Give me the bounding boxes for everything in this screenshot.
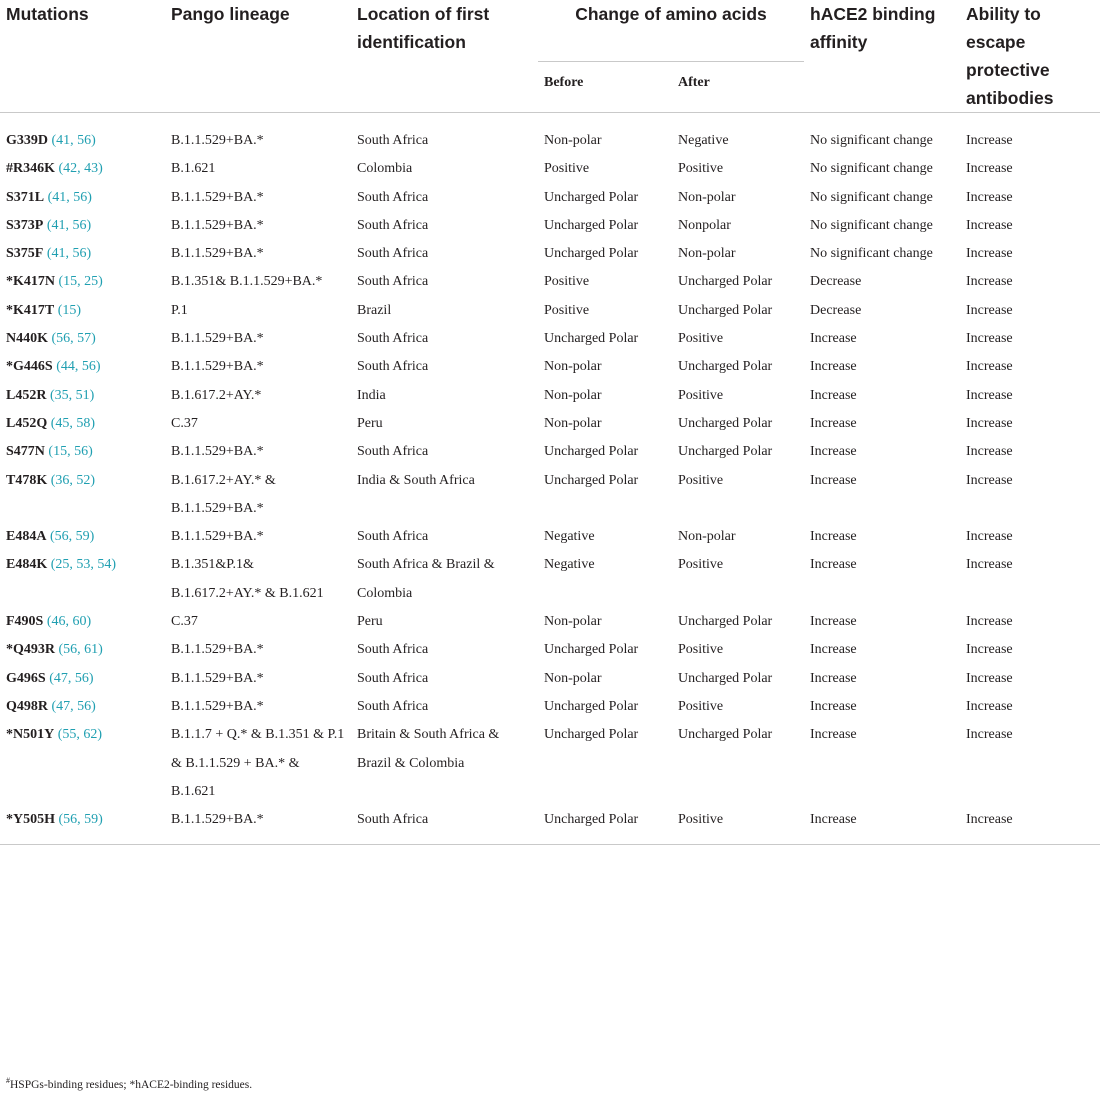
reference-link[interactable]: (42, 43) — [55, 161, 103, 177]
cell-mutation — [0, 721, 165, 806]
cell-hace2-affinity: Decrease — [810, 274, 862, 290]
cell-location: Britain & South Africa & Brazil & Colombia — [357, 727, 500, 771]
cell-location: South Africa — [357, 444, 429, 460]
cell-hace2-affinity: Increase — [810, 670, 857, 686]
table-row — [0, 551, 1100, 608]
cell-escape: Increase — [966, 557, 1013, 573]
cell-after: Non-polar — [678, 529, 736, 545]
cell-before: Positive — [544, 274, 590, 290]
reference-link[interactable]: (15) — [54, 302, 82, 318]
reference-link[interactable]: (41, 56) — [43, 246, 92, 262]
table-row — [0, 297, 1100, 325]
cell-before: Negative — [544, 557, 595, 573]
cell-pango-lineage: B.1.1.529+BA.* — [171, 189, 264, 205]
cell-after: Uncharged Polar — [678, 614, 773, 630]
cell-before: Uncharged Polar — [544, 727, 639, 743]
cell-after: Uncharged Polar — [678, 727, 773, 743]
cell-pango-lineage: B.1.1.529+BA.* — [171, 642, 264, 658]
cell-escape: Increase — [966, 387, 1013, 403]
cell-escape: Increase — [966, 614, 1013, 630]
cell-escape: Increase — [966, 472, 1013, 488]
cell-before: Non-polar — [544, 670, 602, 686]
cell-hace2-affinity: Increase — [810, 614, 857, 630]
header-hace2-binding-affinity: hACE2 binding affinity — [804, 0, 960, 113]
cell-after: Uncharged Polar — [678, 670, 773, 686]
cell-escape: Increase — [966, 642, 1013, 658]
cell-before: Uncharged Polar — [538, 806, 672, 845]
cell-mutation — [0, 467, 165, 524]
cell-pango-lineage: B.1.1.529+BA.* — [171, 670, 264, 686]
cell-hace2-affinity: Decrease — [810, 302, 862, 318]
cell-pango-lineage: B.1.1.529+BA.* — [171, 444, 264, 460]
table-row — [0, 240, 1100, 268]
mutation-name: *N501Y — [6, 727, 55, 743]
cell-after: Uncharged Polar — [678, 302, 773, 318]
mutation-name: S477N — [6, 444, 45, 460]
cell-after: Uncharged Polar — [678, 359, 773, 375]
cell-hace2-affinity: Increase — [810, 557, 857, 573]
cell-escape: Increase — [966, 698, 1013, 714]
cell-location: South Africa — [357, 133, 429, 148]
mutation-name: Q498R — [6, 698, 48, 714]
cell-mutation — [0, 636, 165, 664]
cell-mutation — [0, 523, 165, 551]
mutation-name: E484K — [6, 557, 48, 573]
cell-after: Nonpolar — [678, 217, 731, 233]
cell-hace2-affinity: Increase — [810, 727, 857, 743]
cell-pango-lineage: B.1.617.2+AY.* & B.1.1.529+BA.* — [171, 472, 276, 516]
reference-link[interactable]: (55, 62) — [54, 727, 103, 743]
table-row — [0, 608, 1100, 636]
cell-location: Colombia — [357, 161, 413, 177]
cell-location: South Africa — [357, 274, 429, 290]
cell-after: Positive — [678, 557, 724, 573]
cell-hace2-affinity: Increase — [810, 415, 857, 431]
mutation-name: S373P — [6, 217, 44, 233]
cell-mutation — [0, 551, 165, 608]
cell-before: Uncharged Polar — [544, 642, 639, 658]
cell-escape: Increase — [966, 444, 1013, 460]
cell-location: South Africa — [357, 698, 429, 714]
mutation-name: T478K — [6, 472, 48, 488]
cell-escape: Increase — [966, 670, 1013, 686]
cell-before: Uncharged Polar — [544, 331, 639, 347]
header-pango-lineage: Pango lineage — [165, 0, 351, 113]
cell-pango-lineage: B.1.1.529+BA.* — [171, 331, 264, 347]
header-escape-antibodies: Ability to escape protective antibodies — [960, 0, 1100, 113]
cell-escape: Increase — [966, 331, 1013, 347]
cell-hace2-affinity: Increase — [810, 529, 857, 545]
cell-mutation — [0, 325, 165, 353]
cell-mutation — [0, 268, 165, 296]
cell-pango-lineage: P.1 — [171, 302, 188, 318]
mutation-name: *K417T — [6, 302, 55, 318]
mutation-name: G496S — [6, 670, 46, 686]
mutation-name: *G446S — [6, 359, 53, 375]
cell-after: Positive — [678, 472, 724, 488]
cell-pango-lineage: B.1.1.529+BA.* — [171, 359, 264, 375]
reference-link[interactable]: (15, 56) — [44, 444, 93, 460]
mutation-name: E484A — [6, 529, 47, 545]
cell-escape: Increase — [966, 415, 1013, 431]
reference-link[interactable]: (56, 59) — [46, 529, 95, 545]
cell-after: Positive — [678, 698, 724, 714]
table-row — [0, 268, 1100, 296]
reference-link[interactable]: (45, 58) — [47, 415, 96, 431]
cell-after: Non-polar — [678, 246, 736, 262]
cell-hace2-affinity: Increase — [810, 387, 857, 403]
cell-location: Brazil — [357, 302, 392, 318]
cell-escape: Increase — [966, 161, 1013, 177]
cell-mutation — [0, 113, 165, 156]
cell-escape: Increase — [966, 727, 1013, 743]
cell-pango-lineage: B.1.1.529+BA.* — [171, 217, 264, 233]
reference-link[interactable]: (47, 56) — [48, 698, 96, 714]
header-change-of-amino-acids: Change of amino acids — [538, 0, 804, 62]
reference-link[interactable]: (46, 60) — [43, 614, 92, 630]
table-row — [0, 325, 1100, 353]
cell-escape: Increase — [960, 806, 1100, 845]
cell-before: Uncharged Polar — [544, 189, 639, 205]
cell-before: Positive — [544, 302, 590, 318]
cell-pango-lineage: B.1.1.529+BA.* — [171, 246, 264, 262]
cell-mutation — [0, 665, 165, 693]
cell-before: Uncharged Polar — [544, 217, 639, 233]
cell-before: Non-polar — [544, 387, 602, 403]
cell-before: Uncharged Polar — [544, 698, 639, 714]
cell-after: Positive — [678, 161, 724, 177]
cell-hace2-affinity: No significant change — [810, 246, 933, 262]
cell-escape: Increase — [966, 302, 1013, 318]
reference-link[interactable]: (56, 61) — [55, 642, 103, 658]
header-after: After — [672, 62, 804, 113]
cell-hace2-affinity: Increase — [810, 359, 857, 375]
cell-before: Uncharged Polar — [544, 246, 639, 262]
table-row — [0, 636, 1100, 664]
mutation-name: *Y505H — [6, 812, 55, 828]
table-row — [0, 806, 1100, 845]
cell-pango-lineage: B.1.1.529+BA.* — [171, 133, 264, 148]
mutation-name: #R346K — [6, 161, 55, 177]
header-location: Location of first identification — [351, 0, 538, 113]
mutation-name: L452R — [6, 387, 47, 403]
cell-location: South Africa — [357, 670, 429, 686]
cell-after: Negative — [678, 133, 729, 148]
cell-mutation — [0, 240, 165, 268]
cell-mutation — [0, 297, 165, 325]
mutation-name: N440K — [6, 331, 48, 347]
cell-escape: Increase — [966, 529, 1013, 545]
cell-mutation — [0, 438, 165, 466]
cell-mutation — [0, 184, 165, 212]
cell-mutation — [0, 212, 165, 240]
cell-location: Peru — [357, 415, 383, 431]
cell-mutation — [0, 353, 165, 381]
cell-location: South Africa — [357, 331, 429, 347]
reference-link[interactable]: (41, 56) — [43, 217, 92, 233]
table-row — [0, 523, 1100, 551]
cell-pango-lineage: B.1.1.529+BA.* — [171, 529, 264, 545]
cell-mutation — [0, 155, 165, 183]
mutation-name: *Q493R — [6, 642, 55, 658]
cell-before: Uncharged Polar — [544, 472, 639, 488]
cell-mutation — [0, 608, 165, 636]
table-row — [0, 693, 1100, 721]
cell-escape: Increase — [966, 133, 1013, 148]
mutation-name: S371L — [6, 189, 45, 205]
cell-pango-lineage: C.37 — [171, 415, 198, 431]
cell-escape: Increase — [966, 359, 1013, 375]
table-row — [0, 382, 1100, 410]
cell-pango-lineage: B.1.1.7 + Q.* & B.1.351 & P.1 & B.1.1.529 + BA.* & B.1.621 — [171, 727, 345, 799]
cell-escape: Increase — [966, 189, 1013, 205]
cell-hace2-affinity: No significant change — [810, 133, 933, 148]
reference-link[interactable]: (36, 52) — [47, 472, 96, 488]
cell-after: Uncharged Polar — [678, 444, 773, 460]
table-row — [0, 410, 1100, 438]
cell-mutation — [0, 693, 165, 721]
mutation-name: G339D — [6, 133, 48, 148]
cell-location: South Africa — [357, 359, 429, 375]
table-row — [0, 113, 1100, 156]
cell-after: Positive — [678, 642, 724, 658]
table-row — [0, 721, 1100, 806]
header-before: Before — [538, 62, 672, 113]
reference-link[interactable]: (56, 59) — [55, 812, 103, 828]
cell-hace2-affinity: Increase — [810, 698, 857, 714]
cell-hace2-affinity: Increase — [810, 331, 857, 347]
cell-location: South Africa — [357, 189, 429, 205]
reference-link[interactable]: (56, 57) — [48, 331, 96, 347]
cell-escape: Increase — [966, 274, 1013, 290]
table-row — [0, 665, 1100, 693]
cell-escape: Increase — [966, 217, 1013, 233]
cell-escape: Increase — [966, 246, 1013, 262]
cell-after: Positive — [672, 806, 804, 845]
cell-pango-lineage: B.1.1.529+BA.* — [165, 806, 351, 845]
mutation-name: S375F — [6, 246, 44, 262]
table-row — [0, 438, 1100, 466]
table-body — [0, 113, 1100, 845]
cell-before: Positive — [544, 161, 590, 177]
cell-pango-lineage: B.1.1.529+BA.* — [171, 698, 264, 714]
table-row — [0, 353, 1100, 381]
cell-location: South Africa — [357, 529, 429, 545]
reference-link[interactable]: (47, 56) — [45, 670, 94, 686]
footnote-text: HSPGs-binding residues; *hACE2-binding residues. — [10, 1078, 253, 1091]
table-footnote — [6, 1073, 252, 1093]
cell-location: South Africa & Brazil & Colombia — [357, 557, 495, 601]
cell-location: South Africa — [357, 217, 429, 233]
reference-link[interactable]: (41, 56) — [48, 133, 96, 148]
cell-after: Positive — [678, 387, 724, 403]
cell-location: South Africa — [357, 642, 429, 658]
cell-pango-lineage: C.37 — [171, 614, 198, 630]
cell-before: Negative — [544, 529, 595, 545]
cell-location: Peru — [357, 614, 383, 630]
cell-pango-lineage: B.1.617.2+AY.* — [171, 387, 262, 403]
cell-after: Uncharged Polar — [678, 274, 773, 290]
cell-after: Non-polar — [678, 189, 736, 205]
table-row — [0, 155, 1100, 183]
cell-hace2-affinity: No significant change — [810, 217, 933, 233]
cell-pango-lineage: B.1.621 — [171, 161, 216, 177]
cell-hace2-affinity: Increase — [810, 472, 857, 488]
cell-before: Non-polar — [544, 415, 602, 431]
table-row — [0, 212, 1100, 240]
reference-link[interactable]: (35, 51) — [46, 387, 95, 403]
table-row — [0, 184, 1100, 212]
cell-hace2-affinity: Increase — [810, 444, 857, 460]
cell-before: Non-polar — [544, 359, 602, 375]
cell-hace2-affinity: Increase — [804, 806, 960, 845]
cell-mutation — [0, 382, 165, 410]
mutation-name: L452Q — [6, 415, 48, 431]
cell-pango-lineage: B.1.351& B.1.1.529+BA.* — [171, 274, 323, 290]
table-row — [0, 467, 1100, 524]
cell-mutation — [0, 806, 165, 845]
cell-location: India & South Africa — [357, 472, 475, 488]
mutation-name: F490S — [6, 614, 44, 630]
cell-hace2-affinity: No significant change — [810, 161, 933, 177]
cell-before: Non-polar — [544, 133, 602, 148]
cell-location: South Africa — [357, 246, 429, 262]
mutation-name: *K417N — [6, 274, 55, 290]
cell-pango-lineage: B.1.351&P.1& B.1.617.2+AY.* & B.1.621 — [171, 557, 324, 601]
reference-link[interactable]: (25, 53, 54) — [47, 557, 117, 573]
table-header — [0, 0, 1100, 113]
cell-hace2-affinity: Increase — [810, 642, 857, 658]
cell-after: Uncharged Polar — [678, 415, 773, 431]
cell-location: India — [357, 387, 386, 403]
cell-before: Uncharged Polar — [544, 444, 639, 460]
cell-location: South Africa — [351, 806, 538, 845]
cell-mutation — [0, 410, 165, 438]
reference-link[interactable]: (44, 56) — [52, 359, 101, 375]
reference-link[interactable]: (41, 56) — [44, 189, 92, 205]
cell-before: Non-polar — [544, 614, 602, 630]
header-mutations: Mutations — [0, 0, 165, 113]
cell-after: Positive — [678, 331, 724, 347]
footnote-hash-mark: # — [6, 1076, 10, 1085]
reference-link[interactable]: (15, 25) — [55, 274, 103, 290]
cell-hace2-affinity: No significant change — [810, 189, 933, 205]
